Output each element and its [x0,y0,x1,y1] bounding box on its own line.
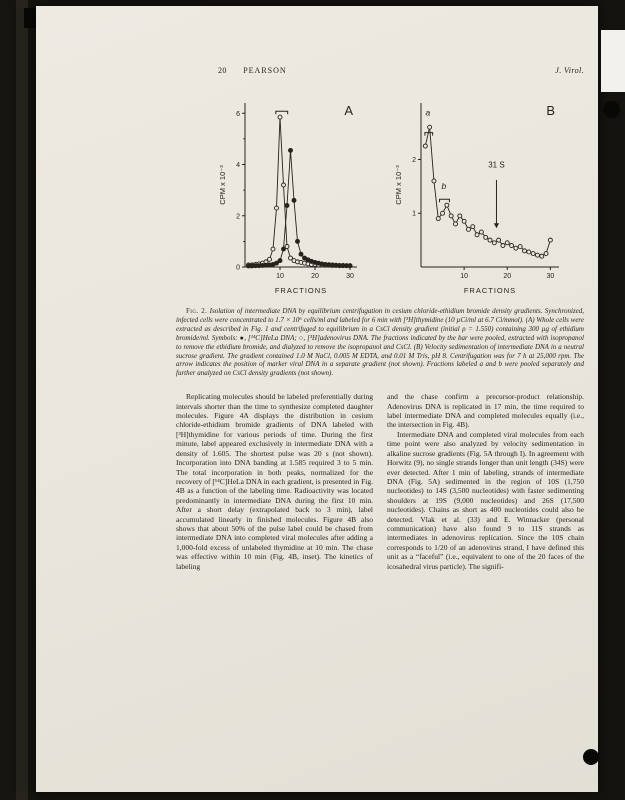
annotation-label: b [441,181,447,192]
open-circle-marker [271,247,275,251]
header-left [218,66,287,75]
y-axis-label: CPM x 10⁻³ [394,165,403,205]
arrow-head [494,223,499,228]
filled-circle-marker [348,264,352,268]
pool-bracket [440,199,450,202]
y-tick-label: 6 [236,110,240,118]
figure-caption [176,307,584,378]
annotation-label: a [425,107,431,118]
page-header [176,66,584,75]
open-circle-marker [268,257,272,261]
filled-circle-marker [278,259,282,263]
x-tick-label: 10 [460,273,469,280]
body-text [176,392,584,571]
open-circle-marker [510,243,514,247]
y-axis-label: CPM x 10⁻³ [218,165,227,205]
punch-hole-bottom [583,749,599,765]
open-circle-marker [523,249,527,253]
x-tick-label: 20 [503,273,512,280]
filled-circle-marker [299,252,303,256]
paragraph: Intermediate DNA and completed viral molecules from each time point were also analyzed by velocity sedimentation in alkaline sucrose gradients (Fig. 5A through I). In agreement with Horwitz (9), no single strands longer than unit length (34S) were ever detected. After 1 min of labeling, strands of intermediate DNA (Fig. 5A) sedimented in the region of 10S (1,750 nucleotides) to 14S (3,500 nucleotides) with faster sedimenting shoulders at 19S (9,000 nucleotides) and 26S (17,500 nucleotides). Chains as short as 400 nucleotides could also be detected. Vlak et al. (33) and E. Winnacker (personal communication) have also found 9 to 11S strands as intermediates in adenovirus replication. Since the 10S chain corresponds to 1/20 of an adenovirus strand, I have defined this unit as a “faceful” (i.e., equivalent to one of the 20 faces of the icosahedral virus particle). The signifi- [387,429,584,571]
open-circle-marker [497,238,501,242]
running-head-author: PEARSON [243,66,287,75]
x-tick-label: 20 [311,273,319,280]
y-tick-label: 4 [236,162,240,169]
pool-bracket [425,133,433,136]
open-circle-marker [275,206,279,210]
open-circle-marker [282,183,286,187]
panel-label: A [344,103,353,118]
y-tick-label: 0 [236,264,240,272]
journal-name: J. Virol. [555,66,584,75]
chart-svg [393,91,569,297]
panel-label: B [546,103,555,118]
scan-edge-shadow [16,0,28,800]
series-line [249,150,351,266]
series-line [249,117,351,266]
open-circle-marker [518,245,522,249]
open-circle-marker [462,219,466,223]
open-circle-marker [441,211,445,215]
open-circle-marker [505,241,509,245]
open-circle-marker [488,238,492,242]
chart-svg [217,91,367,297]
open-circle-marker [471,225,475,229]
page-number: 20 [218,66,227,75]
figure-caption-label: Fig. 2. [186,307,208,315]
figure-2 [176,91,584,297]
open-circle-marker [454,222,458,226]
figure-caption-text: Isolation of intermediate DNA by equilibrium centrifugation in cesium chloride-ethidium bromide density gradients. Synchronized, infected cells were concentrated to 1.7 × 10⁶ cells/ml and labeled for 6 min with [³H]thymidine (10 µCi/ml at 6.7 Ci/mmol). (A) Whole cells were extracted as described in Fig. 1 and centrifuged to equilibrium in a CsCl density gradient (initial ρ = 1.550) containing 300 µg of ethidium bromide/ml. Symbols: ●, [¹⁴C]HeLa DNA; ○, [³H]adenovirus DNA. The fractions indicated by the bar were pooled, extracted with isopropanol to remove the ethidium bromide, and dialyzed to remove the isopropanol and CsCl. (B) Velocity sedimentation of intermediate DNA in a neutral sucrose gradient. The gradient contained 1.0 M NaCl, 0.005 M EDTA, and 0.01 M Tris, pH 8. Centrifugation was for 7 h at 25,000 rpm. The arrow indicates the position of marker viral DNA in a separate gradient (not shown). Fractions labeled a and b were pooled separately and further analyzed on CsCl density gradients (not shown). [176,307,584,378]
open-circle-marker [479,230,483,234]
x-axis-label: FRACTIONS [463,286,517,295]
open-circle-marker [527,250,531,254]
open-circle-marker [548,238,552,242]
open-circle-marker [484,235,488,239]
open-circle-marker [423,144,427,148]
open-circle-marker [544,252,548,256]
chart-panel-a [217,91,367,297]
open-circle-marker [445,203,449,207]
filled-circle-marker [282,247,286,251]
punch-hole-top [603,101,620,118]
y-tick-label: 2 [412,156,416,164]
filled-circle-marker [285,204,289,208]
x-axis-label: FRACTIONS [274,286,328,295]
open-circle-marker [540,254,544,258]
annotation-label: 31 S [488,160,505,170]
open-circle-marker [475,233,479,237]
scan-white-strip [601,30,625,92]
chart-panel-b [393,91,569,297]
open-circle-marker [466,227,470,231]
paragraph: Replicating molecules should be labeled preferentially during intervals shorter than the time to synthesize completed daughter molecules. Figure 4A displays the distribution in cesium chloride-ethidium bromide gradients of DNA labeled with [³H]thymidine for various periods of time. During the first minute, label appeared exclusively in intermediate DNA with a density of 1.605. The shortest pulse was 20 s (not shown). Incorporation into DNA banding at 1.585 required 3 to 5 min. The total incorporation in both peaks, normalized for the recovery of [¹⁴C]HeLa DNA in each gradient, is presented in Fig. 4B as a function of the labeling time. Radioactivity was located predominantly in intermediate DNA during the first 10 min. After a short delay (extrapolated back to 3 min), label accumulated linearly in finished molecules. Figure 4B also shows that about 50% of the pulse label could be chased from intermediate DNA into completed viral molecules after adding a 1,000-fold excess of unlabeled thymidine at 10 min. The chase was effective within 10 min (Fig. 4B, inset). The kinetics of labeling [176,392,373,571]
body-column-right [387,392,584,571]
body-column-left [176,392,373,571]
open-circle-marker [492,241,496,245]
open-circle-marker [436,217,440,221]
x-tick-label: 10 [276,273,284,280]
y-tick-label: 1 [412,210,416,218]
paragraph: and the chase confirm a precursor-product relationship. Adenovirus DNA is replicated in 17 min, the time required to label intermediate DNA and completed molecules equally (i.e., the intersection in Fig. 4B). [387,392,584,430]
filled-circle-marker [296,239,300,243]
open-circle-marker [501,243,505,247]
x-tick-label: 30 [546,273,555,280]
pool-bracket [276,111,288,114]
open-circle-marker [535,253,539,257]
y-tick-label: 2 [236,213,240,221]
open-circle-marker [458,214,462,218]
open-circle-marker [278,115,282,119]
x-tick-label: 30 [346,273,354,280]
page-content [176,66,584,571]
open-circle-marker [428,125,432,129]
open-circle-marker [514,246,518,250]
filled-circle-marker [289,148,293,152]
open-circle-marker [449,214,453,218]
filled-circle-marker [292,198,296,202]
paper-page [36,6,598,792]
open-circle-marker [432,179,436,183]
open-circle-marker [531,252,535,256]
